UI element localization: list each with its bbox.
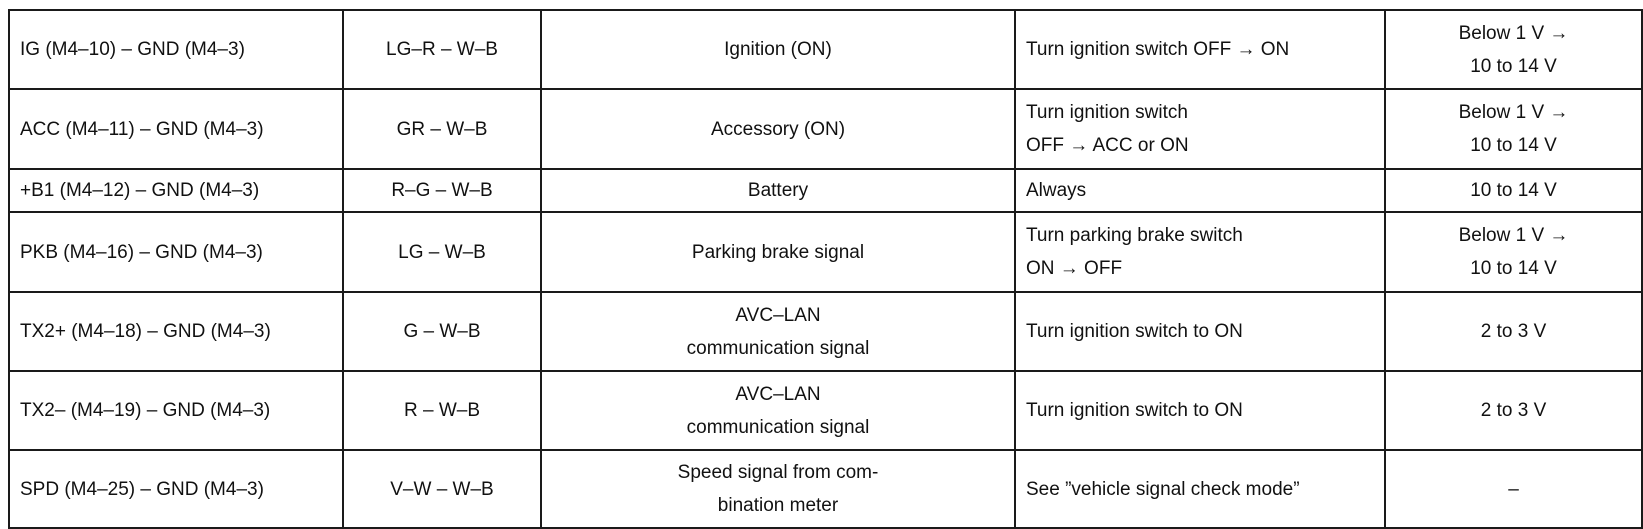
table-row [9,292,1642,371]
terminal-cell: PKB (M4–16) – GND (M4–3) [9,212,343,292]
specified-condition-cell: Always [1015,169,1385,212]
wiring-color-cell: LG–R – W–B [343,10,541,89]
specified-condition-cell: Turn ignition switch to ON [1015,292,1385,371]
specified-condition-cell: Turn ignition switch OFF → ACC or ON [1015,89,1385,169]
terminal-cell: +B1 (M4–12) – GND (M4–3) [9,169,343,212]
wiring-color-cell: GR – W–B [343,89,541,169]
specified-condition-cell: Turn ignition switch to ON [1015,371,1385,450]
terminal-cell: IG (M4–10) – GND (M4–3) [9,10,343,89]
condition-cell: Battery [541,169,1015,212]
terminal-cell: TX2+ (M4–18) – GND (M4–3) [9,292,343,371]
table-row [9,450,1642,528]
voltage-cell: 2 to 3 V [1385,292,1642,371]
table-row [9,10,1642,89]
wiring-color-cell: LG – W–B [343,212,541,292]
specified-condition-cell: Turn parking brake switch ON → OFF [1015,212,1385,292]
wiring-color-cell: R–G – W–B [343,169,541,212]
specified-condition-cell: See ”vehicle signal check mode” [1015,450,1385,528]
voltage-cell: Below 1 V → 10 to 14 V [1385,10,1642,89]
condition-cell: AVC–LAN communication signal [541,292,1015,371]
condition-cell: Speed signal from com- bination meter [541,450,1015,528]
table-row [9,371,1642,450]
wiring-color-cell: R – W–B [343,371,541,450]
table-row [9,89,1642,169]
condition-cell: Accessory (ON) [541,89,1015,169]
wiring-color-cell: G – W–B [343,292,541,371]
table-row [9,169,1642,212]
voltage-cell: Below 1 V → 10 to 14 V [1385,212,1642,292]
voltage-cell: 2 to 3 V [1385,371,1642,450]
voltage-cell: 10 to 14 V [1385,169,1642,212]
terminal-cell: ACC (M4–11) – GND (M4–3) [9,89,343,169]
terminal-cell: TX2– (M4–19) – GND (M4–3) [9,371,343,450]
condition-cell: AVC–LAN communication signal [541,371,1015,450]
specified-condition-cell: Turn ignition switch OFF → ON [1015,10,1385,89]
table-row [9,212,1642,292]
wiring-color-cell: V–W – W–B [343,450,541,528]
condition-cell: Ignition (ON) [541,10,1015,89]
terminal-cell: SPD (M4–25) – GND (M4–3) [9,450,343,528]
voltage-cell: Below 1 V → 10 to 14 V [1385,89,1642,169]
voltage-cell: – [1385,450,1642,528]
terminal-voltage-table [8,9,1643,529]
condition-cell: Parking brake signal [541,212,1015,292]
